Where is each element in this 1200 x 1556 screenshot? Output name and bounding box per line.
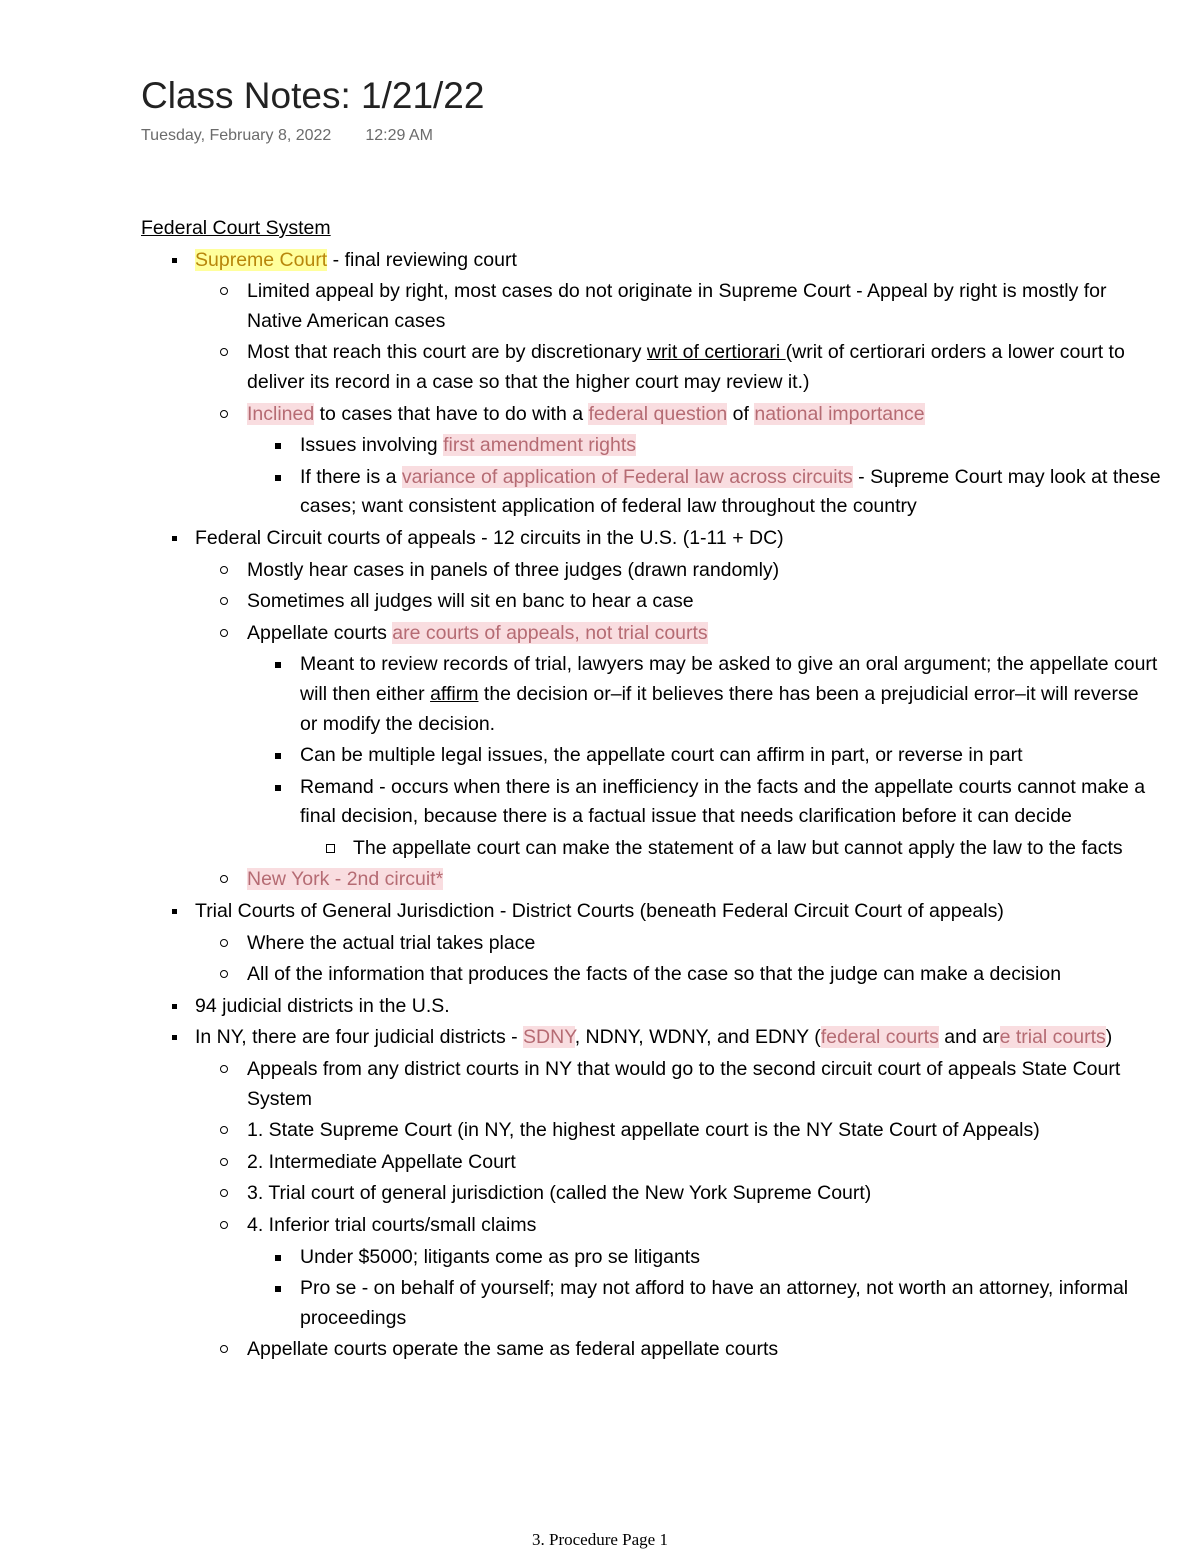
circle-bullet-icon [220, 410, 228, 418]
list-item: Appeals from any district courts in NY that would go to the second circuit court of appeals State Court System [141, 1055, 1161, 1114]
list-item: 4. Inferior trial courts/small claims [141, 1211, 1161, 1241]
circle-bullet-icon [220, 1065, 228, 1073]
square-bullet-icon [275, 475, 281, 481]
list-item: Mostly hear cases in panels of three judges (drawn randomly) [141, 556, 1161, 586]
list-item: Federal Circuit courts of appeals - 12 circuits in the U.S. (1-11 + DC) [141, 524, 1161, 554]
square-bullet-icon [275, 1255, 281, 1261]
list-item [141, 865, 1161, 895]
list-item: Meant to review records of trial, lawyers may be asked to give an oral argument; the appellate court will then either affirm the decision or–if it believes there has been a prejudicial error–it will reverse or modify the decision. [141, 650, 1161, 739]
list-item: Issues involving first amendment rights [141, 431, 1161, 461]
list-item: Trial Courts of General Jurisdiction - District Courts (beneath Federal Circuit Court of appeals) [141, 897, 1161, 927]
underlined-term: writ of certiorari [646, 341, 786, 364]
highlight-term: are courts of appeals, not trial courts [392, 621, 708, 644]
page-title: Class Notes: 1/21/22 [141, 75, 485, 116]
circle-bullet-icon [220, 629, 228, 637]
highlight-term: first amendment rights [443, 434, 636, 457]
bullet-icon [172, 258, 177, 263]
section-heading: Federal Court System [141, 217, 331, 239]
page-time: 12:29 AM [365, 127, 433, 144]
list-item: All of the information that produces the facts of the case so that the judge can make a decision [141, 960, 1161, 990]
square-bullet-icon [275, 443, 281, 449]
page-date: Tuesday, February 8, 2022 [141, 127, 332, 144]
bullet-icon [172, 536, 177, 541]
circle-bullet-icon [220, 1126, 228, 1134]
list-item: Under $5000; litigants come as pro se litigants [141, 1243, 1161, 1273]
list-item: 94 judicial districts in the U.S. [141, 992, 1161, 1022]
list-item: If there is a variance of application of Federal law across circuits - Supreme Court may look at these cases; want consistent application of federal law throughout the country [141, 463, 1161, 522]
circle-bullet-icon [220, 875, 228, 883]
list-item: Appellate courts are courts of appeals, not trial courts [141, 619, 1161, 649]
highlight-term: national importance [754, 402, 925, 425]
list-item: 1. State Supreme Court (in NY, the highest appellate court is the NY State Court of Appeals) [141, 1116, 1161, 1146]
bullet-icon [172, 1035, 177, 1040]
list-item: Inclined to cases that have to do with a federal question of national importance [141, 400, 1161, 430]
circle-bullet-icon [220, 1189, 228, 1197]
list-item: Supreme Court - final reviewing court [141, 246, 1161, 276]
list-item: Most that reach this court are by discretionary writ of certiorari (writ of certiorari orders a lower court to deliver its record in a case so that the higher court may review it.) [141, 338, 1161, 397]
underlined-term: affirm [430, 682, 479, 705]
highlight-term: SDNY [523, 1026, 575, 1049]
bullet-icon [172, 909, 177, 914]
highlight-term: e trial courts [999, 1026, 1106, 1049]
list-item: Limited appeal by right, most cases do not originate in Supreme Court - Appeal by right is mostly for Native American cases [141, 277, 1161, 336]
list-item: 2. Intermediate Appellate Court [141, 1148, 1161, 1178]
circle-bullet-icon [220, 1221, 228, 1229]
circle-bullet-icon [220, 287, 228, 295]
list-item: 3. Trial court of general jurisdiction (called the New York Supreme Court) [141, 1179, 1161, 1209]
list-item: Remand - occurs when there is an inefficiency in the facts and the appellate courts cannot make a final decision, because there is a factual issue that needs clarification before it can decide [141, 773, 1161, 832]
square-bullet-icon [275, 753, 281, 759]
circle-bullet-icon [220, 348, 228, 356]
highlight-term: variance of application of Federal law across circuits [401, 465, 853, 488]
bullet-icon [172, 1004, 177, 1009]
page-timestamp [141, 124, 433, 148]
highlight-term: federal question [588, 402, 728, 425]
highlight-term: New York - 2nd circuit* [247, 868, 444, 891]
square-bullet-icon [275, 662, 281, 668]
list-item: Appellate courts operate the same as federal appellate courts [141, 1335, 1161, 1365]
circle-bullet-icon [220, 566, 228, 574]
list-item: Where the actual trial takes place [141, 929, 1161, 959]
square-bullet-icon [275, 1286, 281, 1292]
circle-bullet-icon [220, 597, 228, 605]
highlight-term: Supreme Court [195, 248, 328, 271]
circle-bullet-icon [220, 1345, 228, 1353]
circle-bullet-icon [220, 1158, 228, 1166]
list-item: The appellate court can make the statement of a law but cannot apply the law to the facts [141, 834, 1161, 864]
list-item: In NY, there are four judicial districts - SDNY, NDNY, WDNY, and EDNY (federal courts and are trial courts) [141, 1023, 1161, 1053]
list-item: Sometimes all judges will sit en banc to hear a case [141, 587, 1161, 617]
list-item: Pro se - on behalf of yourself; may not afford to have an attorney, not worth an attorney, informal proceedings [141, 1274, 1161, 1333]
circle-bullet-icon [220, 970, 228, 978]
list-item: Can be multiple legal issues, the appellate court can affirm in part, or reverse in part [141, 741, 1161, 771]
page-footer: 3. Procedure Page 1 [532, 1530, 668, 1549]
open-square-bullet-icon [326, 844, 335, 853]
note-content [141, 214, 1161, 1365]
highlight-term: Inclined [247, 402, 315, 425]
highlight-term: federal courts [820, 1026, 939, 1049]
circle-bullet-icon [220, 939, 228, 947]
square-bullet-icon [275, 785, 281, 791]
